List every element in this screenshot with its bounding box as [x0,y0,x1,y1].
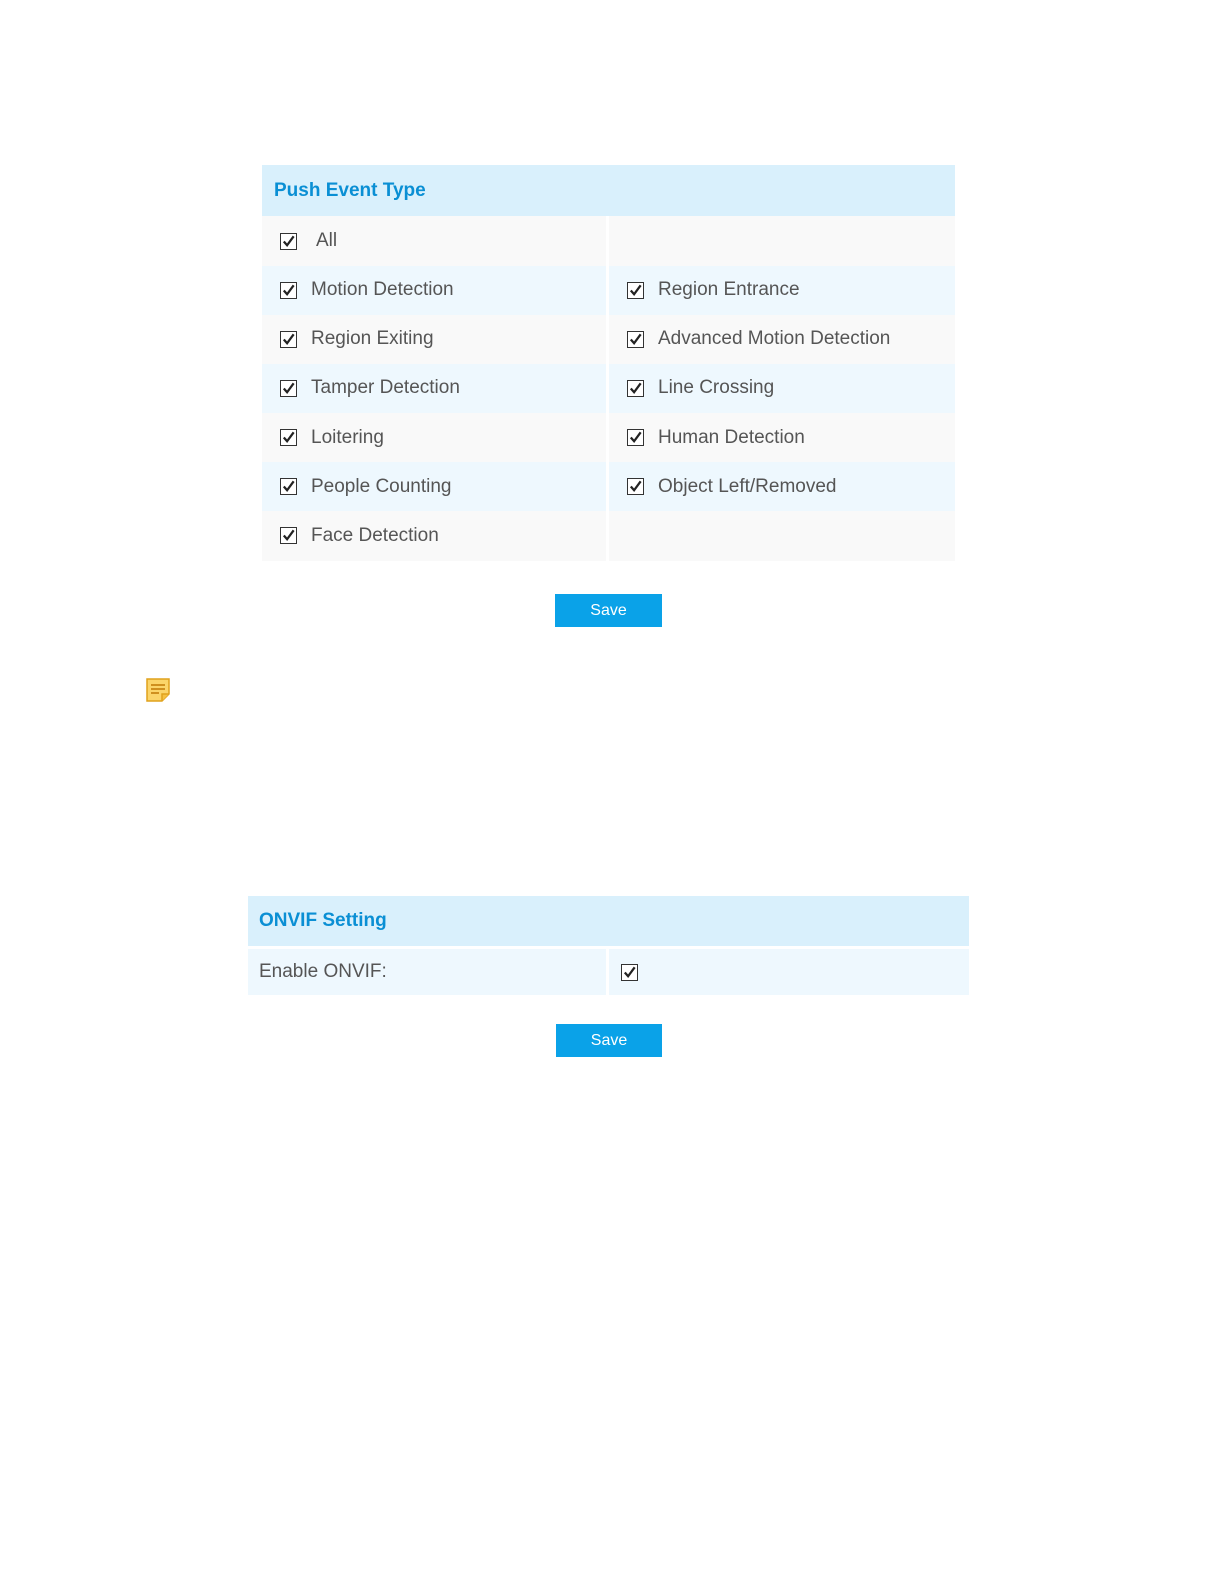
enable-onvif-label: Enable ONVIF: [259,961,387,982]
table-row [262,216,955,266]
checkbox-checked[interactable] [627,380,644,397]
onvif-panel [248,896,969,995]
empty-cell [609,216,955,266]
onvif-save-button[interactable]: Save [556,1024,662,1057]
check-icon [281,430,296,445]
table-row [262,462,955,512]
enable-onvif-label-cell [248,949,609,995]
table-row [262,364,955,414]
checkbox-checked[interactable] [627,478,644,495]
checkbox-checked[interactable] [280,380,297,397]
event-label: Motion Detection [311,279,454,301]
enable-onvif-cell [609,949,969,995]
check-icon [281,332,296,347]
check-icon [622,965,637,980]
push-event-panel [262,165,955,561]
onvif-title: ONVIF Setting [248,896,969,946]
table-row [262,315,955,365]
event-cell[interactable] [262,364,609,414]
checkbox-checked[interactable] [280,331,297,348]
check-icon [281,234,296,249]
checkbox-checked[interactable] [627,331,644,348]
event-cell[interactable] [262,315,609,365]
event-label: People Counting [311,475,452,497]
table-row [262,511,955,561]
check-icon [281,528,296,543]
check-icon [281,381,296,396]
event-label: All [316,230,338,251]
event-label: Loitering [311,426,384,448]
enable-onvif-checkbox[interactable] [621,964,638,981]
push-event-save-button[interactable]: Save [555,594,662,627]
event-cell[interactable] [609,315,955,365]
check-icon [628,381,643,396]
checkbox-checked[interactable] [280,478,297,495]
event-cell[interactable] [262,462,609,512]
event-cell[interactable] [262,266,609,316]
check-icon [628,479,643,494]
table-row [248,949,969,995]
check-icon [628,332,643,347]
event-label: Region Entrance [658,279,800,301]
checkbox-checked[interactable] [280,233,297,250]
checkbox-checked[interactable] [280,282,297,299]
event-cell[interactable] [262,413,609,463]
checkbox-checked[interactable] [280,429,297,446]
table-row [262,266,955,316]
check-icon [281,479,296,494]
check-icon [281,283,296,298]
check-icon [628,283,643,298]
check-icon [628,430,643,445]
event-label: Region Exiting [311,328,434,350]
event-cell[interactable] [262,511,609,561]
event-cell[interactable] [609,364,955,414]
event-cell[interactable] [609,266,955,316]
event-cell[interactable] [609,462,955,512]
note-icon [145,677,171,703]
event-label: Advanced Motion Detection [658,328,891,350]
event-label: Object Left/Removed [658,475,837,497]
table-row [262,413,955,463]
event-label: Human Detection [658,426,805,448]
checkbox-checked[interactable] [280,527,297,544]
checkbox-checked[interactable] [627,429,644,446]
empty-cell [609,511,955,561]
event-label: Line Crossing [658,377,775,399]
event-label: Tamper Detection [311,377,460,399]
event-label: Face Detection [311,524,439,546]
event-all-cell[interactable] [262,216,609,266]
push-event-title: Push Event Type [262,165,955,216]
checkbox-checked[interactable] [627,282,644,299]
event-cell[interactable] [609,413,955,463]
